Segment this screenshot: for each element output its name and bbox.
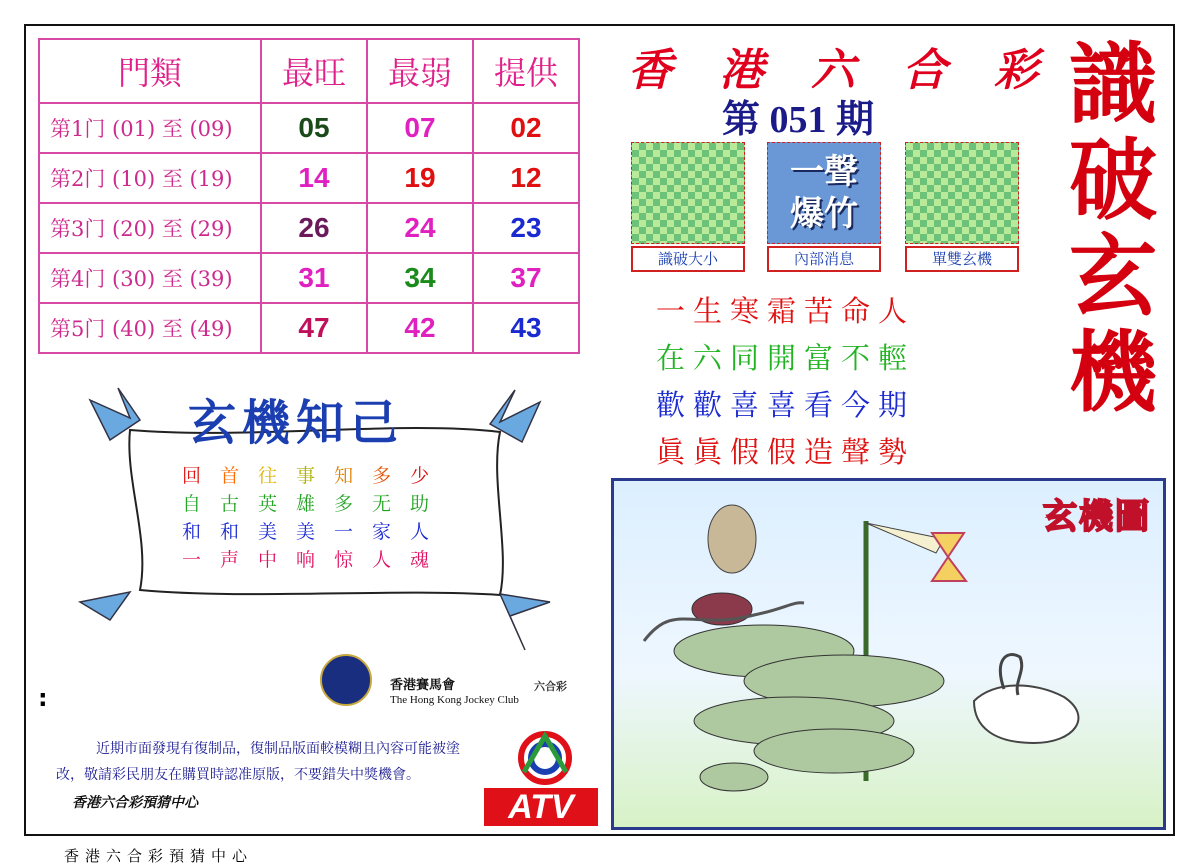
mosaic-image [905, 142, 1019, 244]
box-inside-news [767, 142, 881, 272]
box-caption: 識破大小 [631, 246, 745, 272]
table-row [39, 253, 579, 303]
mystery-picture-panel [611, 478, 1166, 830]
flag-icon [866, 523, 944, 553]
scroll-poem-line: 一声中响惊人魂 [182, 549, 449, 571]
sketch-illustration [614, 481, 1163, 827]
lotus-leaf-icon [754, 729, 914, 773]
header-category: 門類 [39, 39, 261, 103]
issue-number: 第 051 期 [722, 99, 875, 141]
number-cell: 43 [473, 303, 579, 353]
row-label: 第1门 (01) 至 (09) [39, 103, 261, 153]
vertical-title [1058, 32, 1168, 424]
title-char: 港 [719, 45, 764, 96]
table-header-row [39, 39, 579, 103]
box-caption: 內部消息 [767, 246, 881, 272]
number-cell: 31 [261, 253, 367, 303]
scroll-poem [182, 462, 448, 574]
poem-line: 眞眞假假造聲勢 [656, 435, 916, 469]
bird-icon [500, 594, 550, 650]
box-text-line: 爆竹 [790, 194, 858, 234]
title-char: 六 [811, 45, 855, 96]
table-row [39, 103, 579, 153]
table-row [39, 203, 579, 253]
hkjc-name-cn: 香港賽馬會 [390, 678, 456, 693]
header-weak: 最弱 [367, 39, 473, 103]
box-odd-even [905, 142, 1019, 272]
number-table [38, 38, 580, 354]
number-cell: 12 [473, 153, 579, 203]
swan-icon [974, 685, 1078, 743]
row-label: 第3门 (20) 至 (29) [39, 203, 261, 253]
mark-six-badge: 六合彩 [534, 680, 567, 693]
number-cell: 14 [261, 153, 367, 203]
counterfeit-notice: 近期市面發現有復制品，復制品版面較模糊且內容可能被塗改，敬請彩民朋友在購買時認准原版，不要錯失中獎機會。 [56, 741, 460, 783]
mosaic-image [631, 142, 745, 244]
row-label: 第4门 (30) 至 (39) [39, 253, 261, 303]
bird-icon [490, 390, 540, 442]
vertical-title-char: 玄 [1068, 224, 1157, 328]
title-char: 合 [902, 45, 947, 96]
row-label: 第5门 (40) 至 (49) [39, 303, 261, 353]
number-cell: 23 [473, 203, 579, 253]
table-row [39, 303, 579, 353]
right-poem [656, 288, 915, 476]
poem-line: 在六同開富不輕 [656, 341, 916, 375]
row-label: 第2门 (10) 至 (19) [39, 153, 261, 203]
poem-line: 歡歡喜喜看今期 [656, 388, 916, 422]
bird-icon [80, 592, 130, 620]
box-text-line: 一聲 [790, 152, 858, 192]
hkjc-logo-icon [320, 654, 372, 706]
table-row [39, 153, 579, 203]
footer-credit: 香港六合彩預猜中心 [64, 847, 254, 865]
hourglass-icon [932, 533, 966, 581]
scroll-title: 玄機知己 [188, 395, 405, 451]
number-cell: 34 [367, 253, 473, 303]
side-mark: : [38, 684, 48, 712]
number-cell: 19 [367, 153, 473, 203]
number-cell: 37 [473, 253, 579, 303]
box-caption: 單雙玄機 [905, 246, 1019, 272]
vertical-title-char: 識 [1068, 32, 1157, 136]
hkjc-name-en: The Hong Kong Jockey Club [390, 694, 519, 706]
header-provide: 提供 [473, 39, 579, 103]
number-cell: 24 [367, 203, 473, 253]
vertical-title-char: 機 [1068, 320, 1157, 424]
number-cell: 47 [261, 303, 367, 353]
number-cell: 05 [261, 103, 367, 153]
scroll-poem-line: 回首往事知多少 [182, 465, 449, 487]
bird-icon [90, 388, 140, 440]
number-cell: 02 [473, 103, 579, 153]
owl-icon [708, 505, 756, 573]
poem-line: 一生寒霜苦命人 [656, 294, 916, 328]
brush-signature: 香港六合彩預猜中心 [72, 795, 198, 811]
number-cell: 42 [367, 303, 473, 353]
atv-logo-icon [512, 728, 578, 788]
title-char: 彩 [994, 45, 1038, 96]
title-char: 香 [628, 45, 672, 96]
panel-label: 玄機圖 [1043, 497, 1151, 537]
lotus-leaf-icon [700, 763, 768, 791]
firecracker-image [767, 142, 881, 244]
vertical-title-char: 破 [1068, 128, 1157, 232]
box-size [631, 142, 745, 272]
number-cell: 07 [367, 103, 473, 153]
number-cell: 26 [261, 203, 367, 253]
scroll-poem-line: 自古英雄多无助 [182, 493, 449, 515]
header-hot: 最旺 [261, 39, 367, 103]
scroll-poem-line: 和和美美一家人 [182, 521, 449, 543]
atv-logo-text: ATV [484, 788, 598, 826]
